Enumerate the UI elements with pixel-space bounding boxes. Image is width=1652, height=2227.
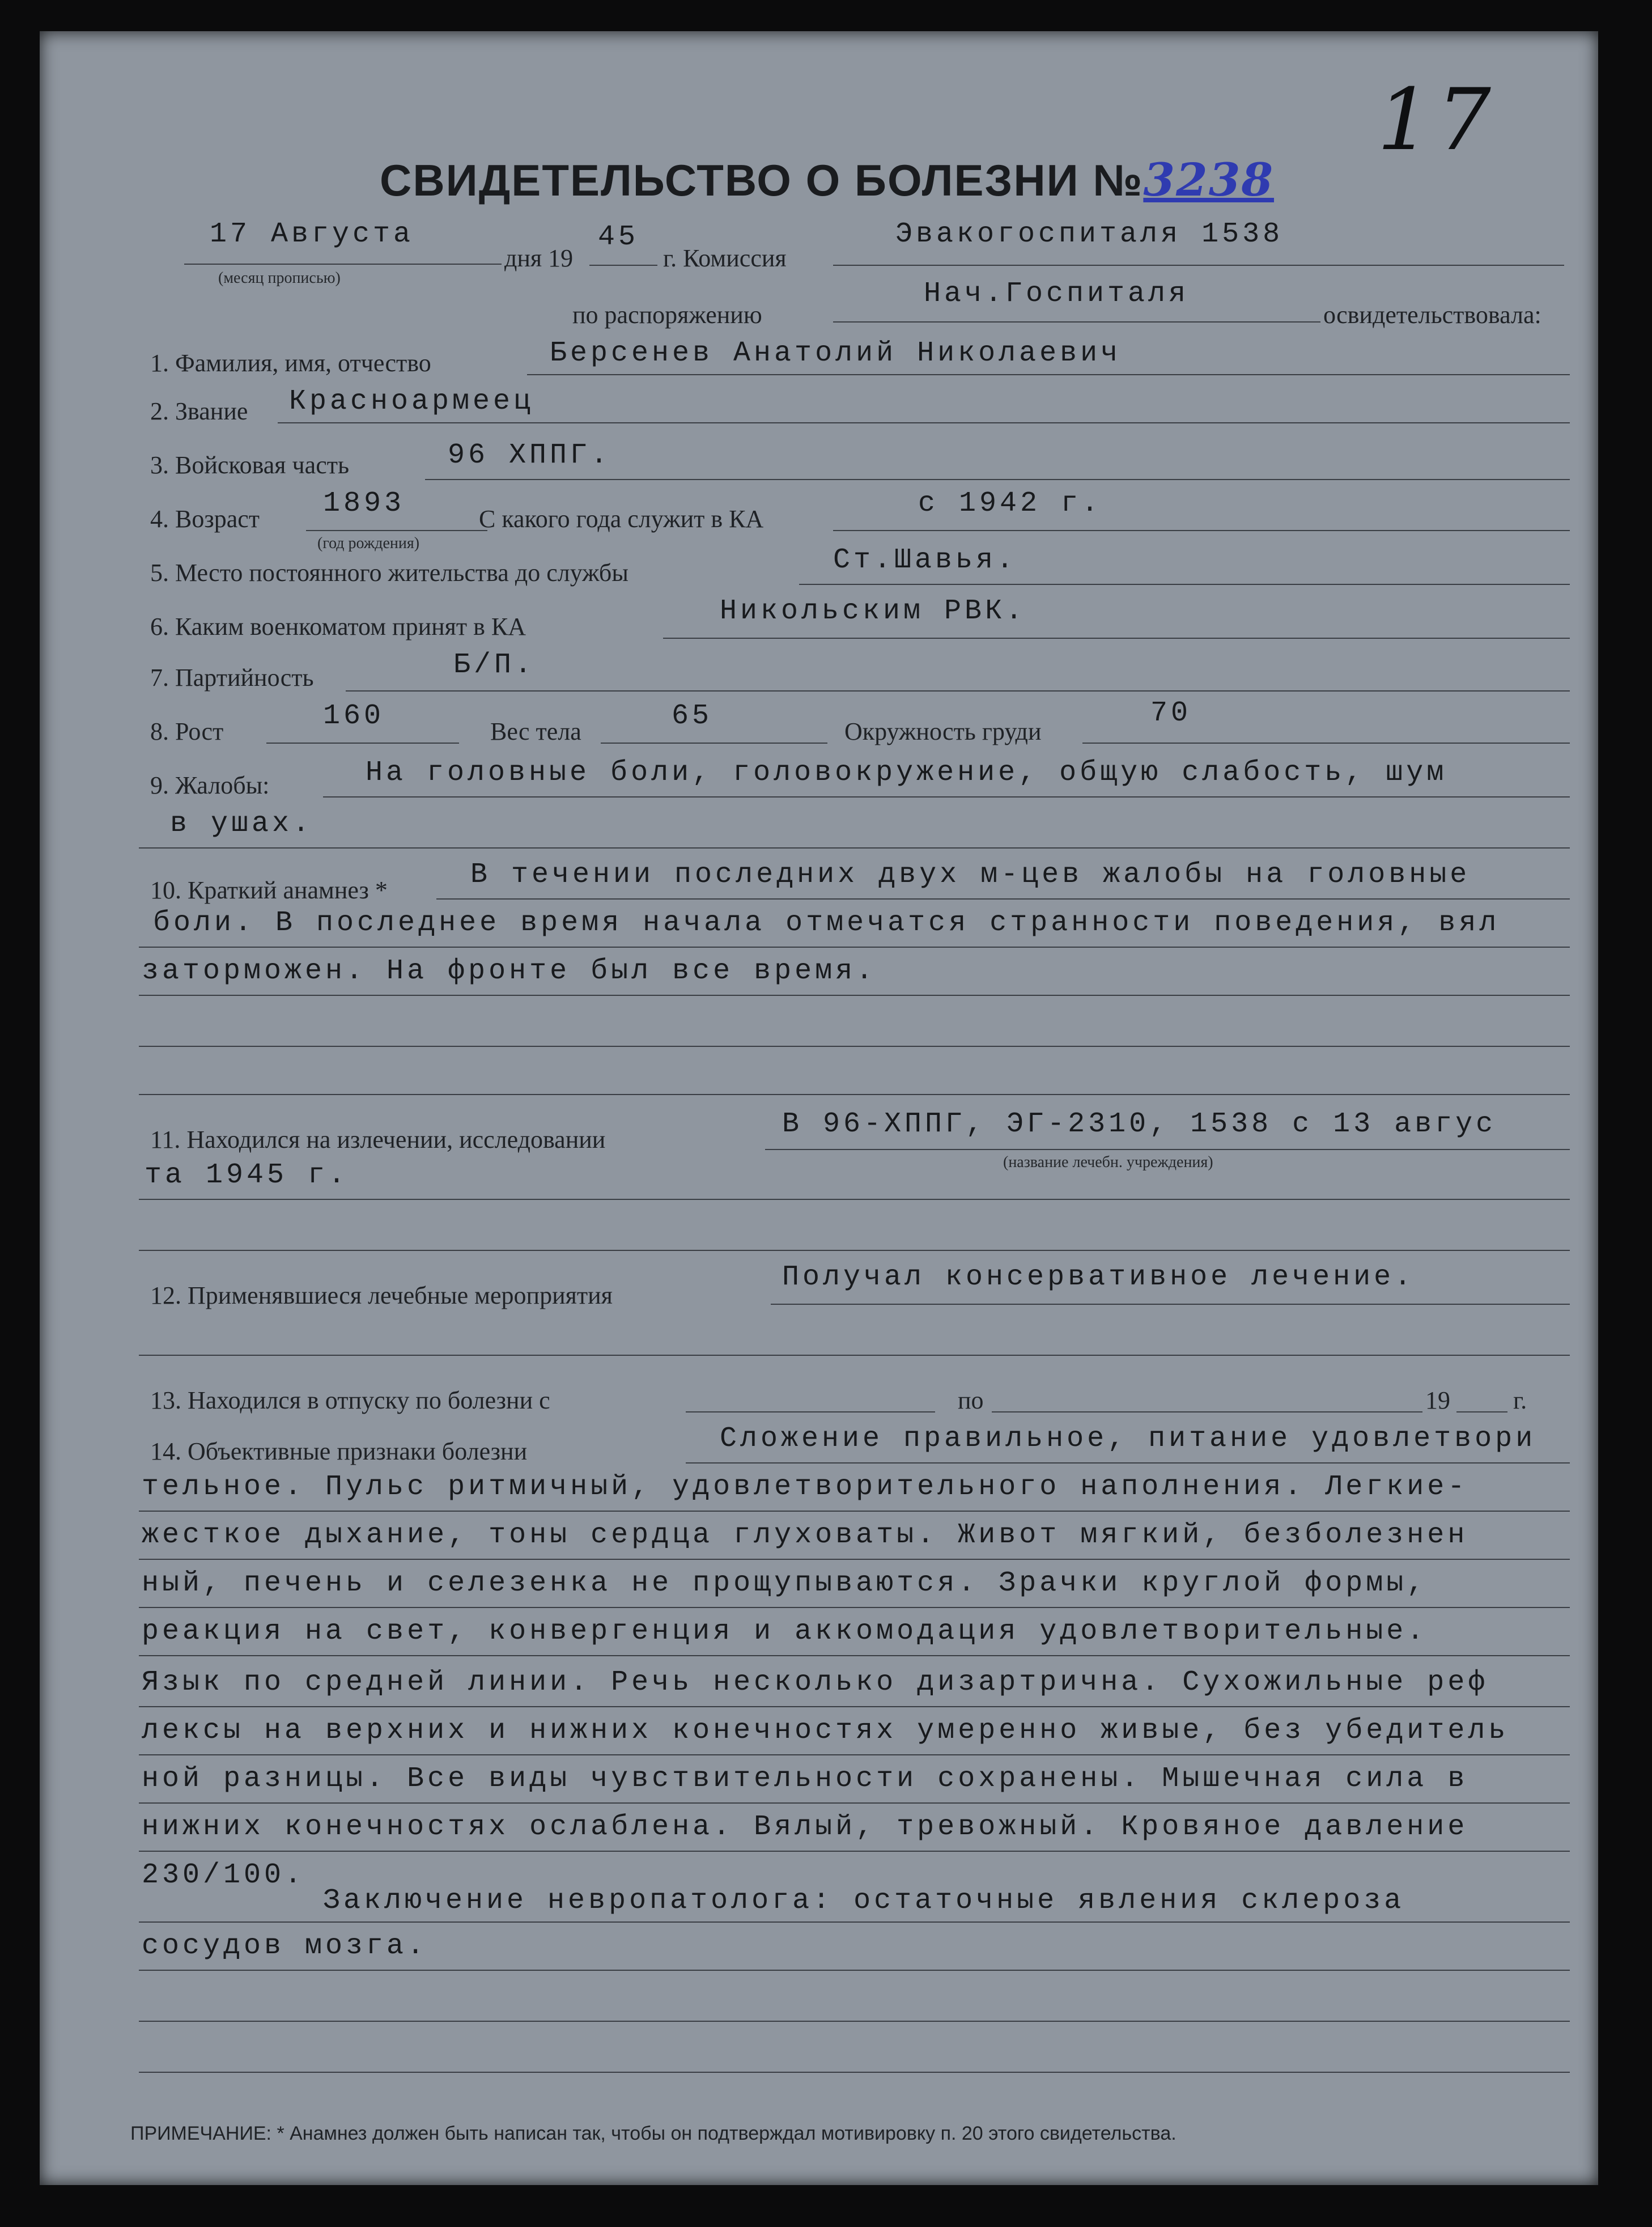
page-number: 17 <box>1377 71 1497 169</box>
certificate-number: 3238 <box>1143 153 1275 206</box>
field-10-line2: боли. В последнее время начала отмечатся странности поведения, вял <box>153 907 1500 939</box>
underline <box>139 1851 1570 1852</box>
underline <box>184 264 502 265</box>
field-14-line: лексы на верхних и нижних конечностях умеренно живые, без убедитель <box>142 1715 1509 1747</box>
month-hint: (месяц прописью) <box>218 269 341 287</box>
field-9-line1: На головные боли, головокружение, общую слабость, шум <box>366 757 1447 789</box>
field-13-year: 19 <box>1425 1386 1450 1414</box>
underline <box>323 796 1570 798</box>
field-14-line: жесткое дыхание, тоны сердца глуховаты. Живот мягкий, безболезнен <box>142 1519 1468 1551</box>
underline <box>139 1921 1570 1923</box>
underline <box>833 265 1564 266</box>
underline <box>771 1304 1570 1305</box>
field-14-line: Язык по средней линии. Речь несколько дизартрична. Сухожильные реф <box>142 1666 1489 1699</box>
field-5-label: 5. Место постоянного жительства до службы <box>150 559 628 587</box>
field-10-line3: заторможен. На фронте был все время. <box>142 955 877 987</box>
underline <box>589 265 657 266</box>
underline <box>139 1754 1570 1755</box>
field-3-label: 3. Войсковая часть <box>150 451 350 479</box>
field-14-line: Заключение невропатолога: остаточные явления склероза <box>323 1885 1405 1917</box>
underline <box>139 1355 1570 1356</box>
field-5-value: Ст.Шавья. <box>833 544 1017 576</box>
field-4-value: 1893 <box>323 487 405 520</box>
underline <box>1456 1411 1507 1412</box>
underline <box>601 743 827 744</box>
underline <box>139 1607 1570 1608</box>
underline <box>139 1970 1570 1971</box>
underline <box>765 1149 1570 1150</box>
underline <box>833 321 1320 323</box>
underline <box>992 1411 1422 1412</box>
certificate-page <box>40 31 1598 2185</box>
underline <box>139 1511 1570 1512</box>
field-7-value: Б/П. <box>453 649 536 681</box>
field-12-label: 12. Применявшиеся лечебные мероприятия <box>150 1282 613 1309</box>
field-2-label: 2. Звание <box>150 397 248 425</box>
field-14-line: тельное. Пульс ритмичный, удовлетворительного наполнения. Легкие- <box>142 1471 1468 1503</box>
field-14-line: нижних конечностях ослаблена. Вялый, тревожный. Кровяное давление <box>142 1811 1468 1843</box>
field-10-label: 10. Краткий анамнез * <box>150 876 388 904</box>
underline <box>1082 743 1570 744</box>
document-title <box>380 153 1274 206</box>
field-14-label: 14. Объективные признаки болезни <box>150 1437 528 1465</box>
field-8-weight-label: Вес тела <box>490 718 581 745</box>
field-3-value: 96 ХППГ. <box>448 439 611 472</box>
underline <box>306 530 487 531</box>
underline <box>139 1802 1570 1804</box>
underline <box>663 638 1570 639</box>
underline <box>833 530 1570 531</box>
underline <box>266 743 459 744</box>
field-14-line: ный, печень и селезенка не прощупываются. Зрачки круглой формы, <box>142 1567 1428 1600</box>
field-11-label: 11. Находился на излечении, исследовании <box>150 1126 606 1153</box>
footnote: ПРИМЕЧАНИЕ: * Анамнез должен быть написан так, чтобы он подтверждал мотивировку п. 20 этого свидетельства. <box>130 2123 1177 2144</box>
order-value: Нач.Госпиталя <box>924 278 1190 310</box>
field-14-line: ной разницы. Все виды чувствительности сохранены. Мышечная сила в <box>142 1763 1468 1795</box>
field-13-po: по <box>958 1386 984 1414</box>
order-label: по распоряжению <box>572 301 762 329</box>
commission-label: г. Комиссия <box>663 244 787 272</box>
underline <box>139 1046 1570 1047</box>
underline <box>436 898 1570 900</box>
underline <box>425 479 1570 480</box>
field-14-line: Сложение правильное, питание удовлетвори <box>720 1423 1536 1455</box>
underline <box>139 1250 1570 1251</box>
underline <box>139 1655 1570 1656</box>
field-10-line1: В течении последних двух м-цев жалобы на головные <box>470 859 1471 891</box>
field-13-label: 13. Находился в отпуску по болезни с <box>150 1386 550 1414</box>
underline <box>139 1199 1570 1200</box>
field-13-g: г. <box>1513 1386 1527 1414</box>
underline <box>139 2021 1570 2022</box>
certified-label: освидетельствовала: <box>1323 301 1541 329</box>
field-14-line: сосудов мозга. <box>142 1930 428 1962</box>
field-4-hint: (год рождения) <box>317 535 420 552</box>
underline <box>799 584 1570 585</box>
underline <box>686 1411 935 1412</box>
field-11-line2: та 1945 г. <box>145 1159 349 1191</box>
field-4-value2: с 1942 г. <box>918 487 1102 520</box>
underline <box>139 1559 1570 1560</box>
field-6-value: Никольским РВК. <box>720 595 1026 627</box>
field-8-height: 160 <box>323 700 385 732</box>
field-1-value: Берсенев Анатолий Николаевич <box>550 337 1122 370</box>
day-label: дня 19 <box>504 244 574 272</box>
field-14-line: реакция на свет, конвергенция и аккомодация удовлетворительные. <box>142 1615 1428 1648</box>
underline <box>139 2072 1570 2073</box>
underline <box>139 947 1570 948</box>
underline <box>139 847 1570 849</box>
field-9-line2: в ушах. <box>170 808 313 840</box>
title-prefix: СВИДЕТЕЛЬСТВО О БОЛЕЗНИ № <box>380 155 1144 205</box>
underline <box>139 1706 1570 1707</box>
underline <box>139 995 1570 996</box>
field-2-value: Красноармеец <box>289 385 534 418</box>
field-8-label: 8. Рост <box>150 718 224 745</box>
field-4-label2: С какого года служит в КА <box>479 505 764 533</box>
underline <box>346 690 1570 692</box>
underline <box>686 1462 1570 1464</box>
field-12-value: Получал консервативное лечение. <box>782 1261 1415 1293</box>
field-7-label: 7. Партийность <box>150 664 314 692</box>
field-6-label: 6. Каким военкоматом принят в КА <box>150 613 526 640</box>
field-8-chest-label: Окружность груди <box>844 718 1042 745</box>
field-8-chest: 70 <box>1150 697 1192 729</box>
underline <box>139 1094 1570 1095</box>
date-value: 17 Августа <box>210 218 414 251</box>
underline <box>527 374 1570 375</box>
underline <box>278 422 1570 423</box>
field-11-hint: (название лечебн. учреждения) <box>1003 1153 1213 1171</box>
field-9-label: 9. Жалобы: <box>150 771 270 799</box>
field-8-weight: 65 <box>672 700 713 732</box>
field-4-label: 4. Возраст <box>150 505 260 533</box>
year-value: 45 <box>598 221 639 253</box>
field-1-label: 1. Фамилия, имя, отчество <box>150 349 431 377</box>
field-14-line: 230/100. <box>142 1859 305 1891</box>
commission-value: Эвакогоспиталя 1538 <box>895 218 1284 251</box>
field-11-line1: В 96-ХППГ, ЭГ-2310, 1538 с 13 авгус <box>782 1108 1497 1140</box>
